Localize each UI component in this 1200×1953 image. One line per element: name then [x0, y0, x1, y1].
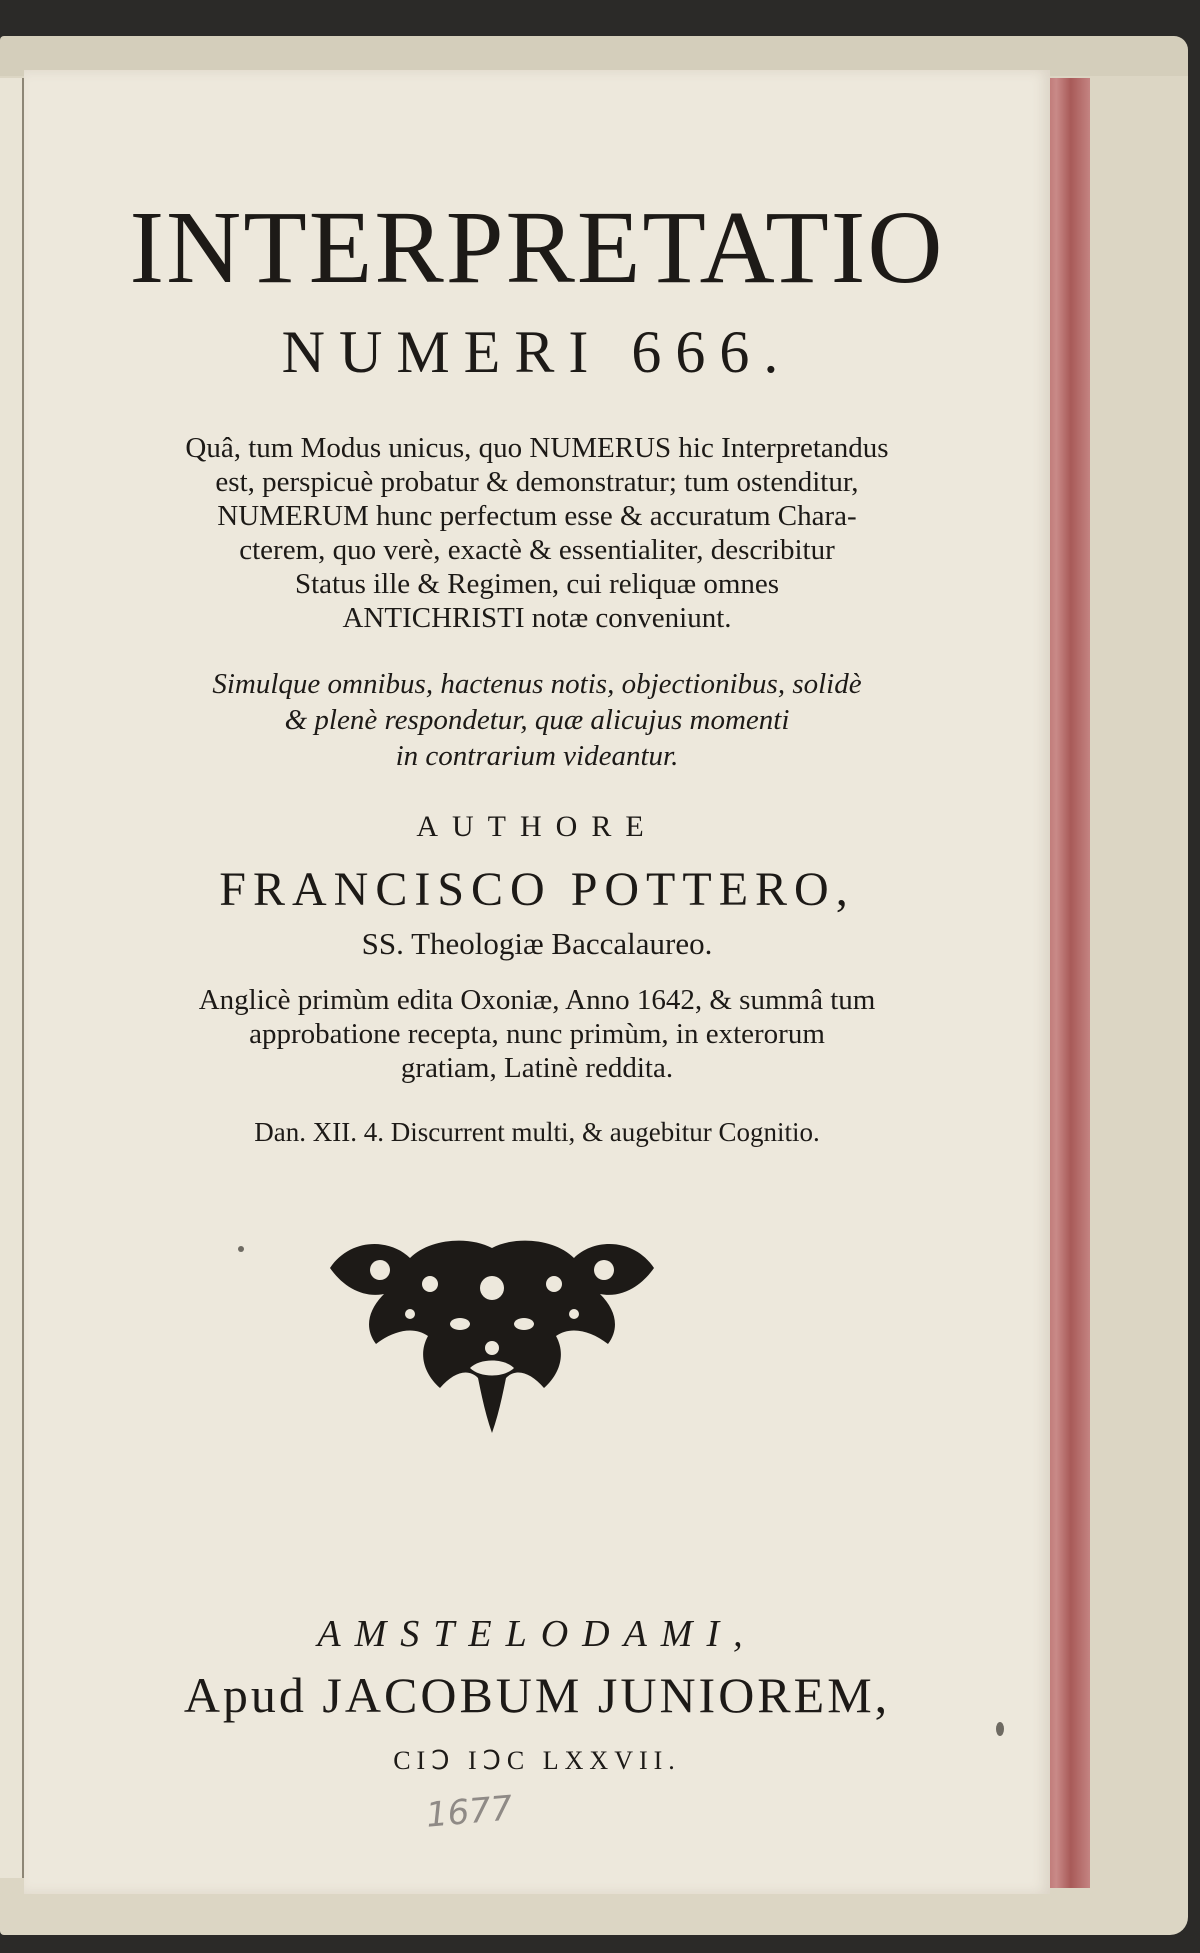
author-name: FRANCISCO POTTERO,: [219, 863, 855, 916]
left-leaf-edge: [0, 78, 24, 1878]
pencil-annotation: 1677: [424, 1788, 515, 1836]
description-line-3: NUMERUM hunc perfectum esse & accuratum Chara-: [217, 500, 857, 532]
edition-line-1: Anglicè primùm edita Oxoniæ, Anno 1642, & summâ tum: [198, 984, 876, 1016]
ink-speck: [996, 1722, 1004, 1736]
book-subtitle: NUMERI 666.: [281, 319, 793, 385]
printers-ornament: [320, 1228, 664, 1438]
description-line-4: cterem, quo verè, exactè & essentialiter, describitur: [239, 534, 835, 566]
book-title: INTERPRETATIO: [129, 190, 945, 305]
edition-line-3: gratiam, Latinè reddita.: [400, 1052, 674, 1084]
ink-speck: [238, 1246, 244, 1252]
imprint-city: AMSTELODAMI,: [317, 1613, 757, 1655]
imprint-year: CIↃ IↃC LXXVII.: [393, 1746, 681, 1775]
description-line-1: Quâ, tum Modus unicus, quo NUMERUS hic Interpretandus: [185, 432, 889, 464]
edition-line-2: approbatione recepta, nunc primùm, in exterorum: [249, 1018, 825, 1050]
description-line-6: ANTICHRISTI notæ conveniunt.: [342, 602, 732, 634]
description-line-2: est, perspicuè probatur & demonstratur; tum ostenditur,: [215, 466, 859, 498]
description-line-5: Status ille & Regimen, cui reliquæ omnes: [294, 568, 780, 600]
author-label: AUTHORE: [416, 810, 658, 843]
italic-line-1: Simulque omnibus, hactenus notis, objectionibus, solidè: [212, 668, 862, 700]
italic-line-2: & plenè respondetur, quæ alicujus momenti: [284, 704, 790, 736]
italic-line-3: in contrarium videantur.: [395, 740, 679, 772]
author-title: SS. Theologiæ Baccalaureo.: [361, 926, 713, 961]
scripture-quote: Dan. XII. 4. Discurrent multi, & augebitur Cognitio.: [254, 1117, 820, 1147]
title-page: [24, 70, 1050, 1894]
imprint-printer: Apud JACOBUM JUNIOREM,: [183, 1667, 891, 1723]
